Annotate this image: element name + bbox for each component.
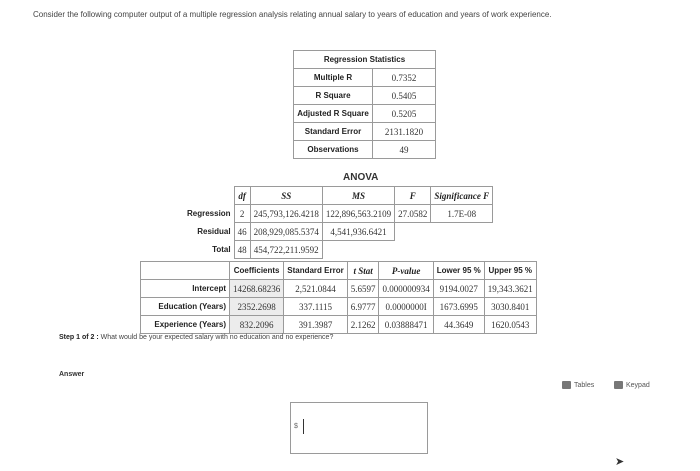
coef-cell: 2,521.0844 bbox=[284, 280, 347, 298]
anova-cell: 48 bbox=[234, 241, 250, 259]
answer-input[interactable] bbox=[290, 402, 428, 454]
anova-cell bbox=[395, 223, 431, 241]
coef-header: t Stat bbox=[347, 262, 379, 280]
stat-value: 0.7352 bbox=[373, 69, 436, 87]
coef-cell: 832.2096 bbox=[230, 316, 284, 334]
anova-header-f: F bbox=[395, 187, 431, 205]
coef-cell: 3030.8401 bbox=[484, 298, 536, 316]
coef-cell: 14268.68236 bbox=[230, 280, 284, 298]
coef-cell: 0.0000000I bbox=[379, 298, 433, 316]
tables-button[interactable] bbox=[562, 378, 594, 392]
anova-cell: 46 bbox=[234, 223, 250, 241]
coef-cell: 0.000000934 bbox=[379, 280, 433, 298]
text-cursor bbox=[303, 419, 304, 434]
coef-cell: 5.6597 bbox=[347, 280, 379, 298]
anova-cell: 122,896,563.2109 bbox=[322, 205, 394, 223]
anova-row-label: Total bbox=[212, 245, 231, 254]
anova-cell bbox=[431, 223, 493, 241]
answer-label: Answer bbox=[59, 371, 85, 378]
stat-label: Standard Error bbox=[294, 123, 373, 141]
stat-value: 0.5405 bbox=[373, 87, 436, 105]
coef-header: Coefficients bbox=[230, 262, 284, 280]
stat-value: 2131.1820 bbox=[373, 123, 436, 141]
keypad-button-label: Keypad bbox=[626, 381, 650, 389]
stat-label: Observations bbox=[294, 141, 373, 159]
anova-row-label: Residual bbox=[197, 227, 231, 236]
anova-cell: 245,793,126.4218 bbox=[250, 205, 322, 223]
coef-cell: 0.03888471 bbox=[379, 316, 433, 334]
coef-cell: 2352.2698 bbox=[230, 298, 284, 316]
coef-cell: 2.1262 bbox=[347, 316, 379, 334]
coef-cell: 391.3987 bbox=[284, 316, 347, 334]
stat-value: 0.5205 bbox=[373, 105, 436, 123]
anova-cell: 4,541,936.6421 bbox=[322, 223, 394, 241]
anova-cell bbox=[395, 241, 431, 259]
coef-cell: 6.9777 bbox=[347, 298, 379, 316]
anova-cell: 2 bbox=[234, 205, 250, 223]
anova-cell bbox=[431, 241, 493, 259]
coef-row-label: Experience (Years) bbox=[141, 316, 230, 334]
coef-row-label: Education (Years) bbox=[141, 298, 230, 316]
step-prompt bbox=[59, 334, 333, 341]
question-text: Consider the following computer output of a multiple regression analysis relating annual salary to years of education and years of work experience. bbox=[33, 10, 552, 19]
regression-statistics-table bbox=[293, 50, 436, 159]
currency-prefix: $ bbox=[294, 423, 298, 430]
tables-button-label: Tables bbox=[574, 381, 595, 389]
step-question: What would be your expected salary with no education and no experience? bbox=[98, 334, 334, 341]
table-icon bbox=[562, 381, 571, 389]
coef-cell: 9194.0027 bbox=[433, 280, 484, 298]
anova-cell: 208,929,085.5374 bbox=[250, 223, 322, 241]
mouse-pointer-icon: ➤ bbox=[615, 456, 625, 468]
coef-cell: 44.3649 bbox=[433, 316, 484, 334]
coef-row-label: Intercept bbox=[141, 280, 230, 298]
anova-title: ANOVA bbox=[343, 172, 379, 183]
anova-header-ss: SS bbox=[250, 187, 322, 205]
coef-cell: 337.1115 bbox=[284, 298, 347, 316]
anova-cell: 27.0582 bbox=[395, 205, 431, 223]
stat-label: Adjusted R Square bbox=[294, 105, 373, 123]
coef-header: P-value bbox=[379, 262, 433, 280]
step-prefix: Step 1 of 2 : bbox=[59, 334, 99, 341]
anova-header-ms: MS bbox=[322, 187, 394, 205]
keypad-icon bbox=[614, 381, 623, 389]
coef-header: Standard Error bbox=[284, 262, 347, 280]
stat-label: Multiple R bbox=[294, 69, 373, 87]
anova-header-sig: Significance F bbox=[431, 187, 493, 205]
anova-cell: 1.7E-08 bbox=[431, 205, 493, 223]
anova-cell bbox=[322, 241, 394, 259]
keypad-button[interactable] bbox=[614, 378, 650, 392]
anova-row-label: Regression bbox=[187, 209, 231, 218]
coef-header: Lower 95 % bbox=[433, 262, 484, 280]
coef-header: Upper 95 % bbox=[484, 262, 536, 280]
stat-value: 49 bbox=[373, 141, 436, 159]
coefficients-table bbox=[140, 261, 537, 334]
stat-label: R Square bbox=[294, 87, 373, 105]
anova-table bbox=[184, 186, 493, 259]
coef-cell: 1620.0543 bbox=[484, 316, 536, 334]
anova-header-df: df bbox=[234, 187, 250, 205]
coef-cell: 1673.6995 bbox=[433, 298, 484, 316]
coef-cell: 19,343.3621 bbox=[484, 280, 536, 298]
anova-cell: 454,722,211.9592 bbox=[250, 241, 322, 259]
regression-statistics-title: Regression Statistics bbox=[294, 51, 436, 69]
